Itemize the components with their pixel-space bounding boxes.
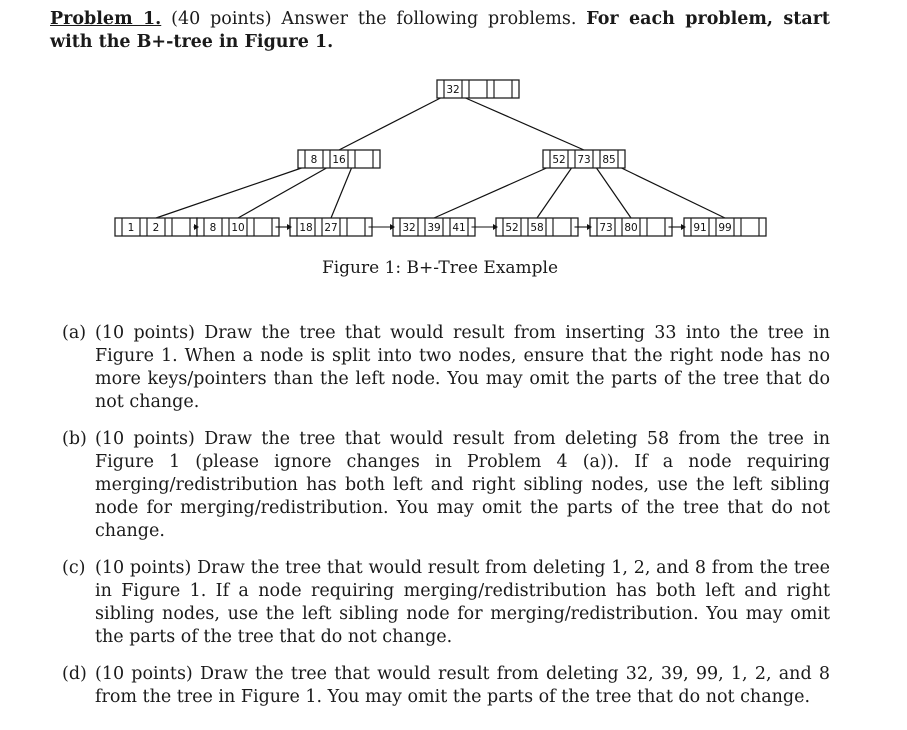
part-text: Draw the tree that would result from deleting 1, 2, and 8 from the tree in Figure 1. If a node requiring merging/redistribution has both left and right sibling nodes, use the left sibling node for merging/redistribution. You may omit the parts of the tree that do not change. xyxy=(95,558,830,647)
node-key: 18 xyxy=(299,222,313,234)
leaf-node xyxy=(590,218,672,236)
node-key: 73 xyxy=(599,222,613,234)
node-key: 52 xyxy=(505,222,519,234)
part-b xyxy=(62,428,830,543)
node-key: 32 xyxy=(402,222,416,234)
part-text: Draw the tree that would result from deleting 32, 39, 99, 1, 2, and 8 from the tree in Figure 1. You may omit the parts of the tree that do not change. xyxy=(95,664,830,707)
leaf-node xyxy=(496,218,578,236)
problem-label: Problem 1. xyxy=(50,9,162,29)
internal-node xyxy=(298,150,380,168)
node-key: 41 xyxy=(452,222,466,234)
node-key: 27 xyxy=(324,222,338,234)
part-c xyxy=(62,557,830,649)
node-key: 39 xyxy=(427,222,441,234)
figure-caption: Figure 1: B+-Tree Example xyxy=(321,258,559,278)
node-key: 16 xyxy=(332,154,346,166)
leaf-node xyxy=(684,218,766,236)
root-node xyxy=(437,80,519,98)
node-key: 8 xyxy=(209,222,217,234)
tree-edge xyxy=(238,168,327,218)
tree-edge xyxy=(597,168,632,218)
node-key: 80 xyxy=(624,222,638,234)
node-key: 58 xyxy=(530,222,544,234)
part-text: Draw the tree that would result from deleting 58 from the tree in Figure 1 (please ignore changes in Problem 4 (a)). If a node requiring merging/redistribution has both left and right sibling nodes, use the left sibling node for merging/redistribution. You may omit the parts of the tree that do not change. xyxy=(95,429,830,541)
internal-node xyxy=(543,150,625,168)
tree-edge xyxy=(434,168,547,218)
tree-edge xyxy=(622,168,726,218)
problem-header xyxy=(50,8,830,54)
part-d xyxy=(62,663,830,709)
part-points: (10 points) xyxy=(95,323,195,343)
node-key: 91 xyxy=(693,222,707,234)
node-key: 8 xyxy=(310,154,318,166)
leaf-node xyxy=(290,218,372,236)
node-key: 85 xyxy=(602,154,616,166)
tree-edge xyxy=(466,98,585,150)
node-key: 73 xyxy=(577,154,591,166)
leaf-node xyxy=(197,218,279,236)
node-key: 2 xyxy=(152,222,160,234)
tree-edge xyxy=(339,98,441,150)
part-a xyxy=(62,322,830,414)
part-points: (10 points) xyxy=(95,429,195,449)
part-points: (10 points) xyxy=(95,558,192,578)
node-key: 1 xyxy=(127,222,135,234)
node-key: 10 xyxy=(231,222,245,234)
part-label: (c) xyxy=(62,558,86,578)
node-key: 32 xyxy=(446,84,460,96)
leaf-node xyxy=(393,218,475,236)
problem-instruction: For each problem, start with the B+-tree in Figure 1. xyxy=(50,9,830,52)
part-text: Draw the tree that would result from inserting 33 into the tree in Figure 1. When a node is split into two nodes, ensure that the right node has no more keys/pointers than the left node. You may omit the parts of the tree that do not change. xyxy=(95,323,830,412)
problem-parts xyxy=(62,322,830,723)
node-key: 99 xyxy=(718,222,732,234)
part-label: (a) xyxy=(62,323,87,343)
bplus-tree-figure xyxy=(0,70,880,250)
tree-edge xyxy=(331,168,352,218)
tree-edge xyxy=(156,168,302,218)
part-label: (b) xyxy=(62,429,87,449)
tree-edge xyxy=(537,168,572,218)
part-label: (d) xyxy=(62,664,87,684)
part-points: (10 points) xyxy=(95,664,193,684)
leaf-node xyxy=(115,218,197,236)
node-key: 52 xyxy=(552,154,566,166)
problem-points: (40 points) Answer the following problems. xyxy=(171,9,577,29)
